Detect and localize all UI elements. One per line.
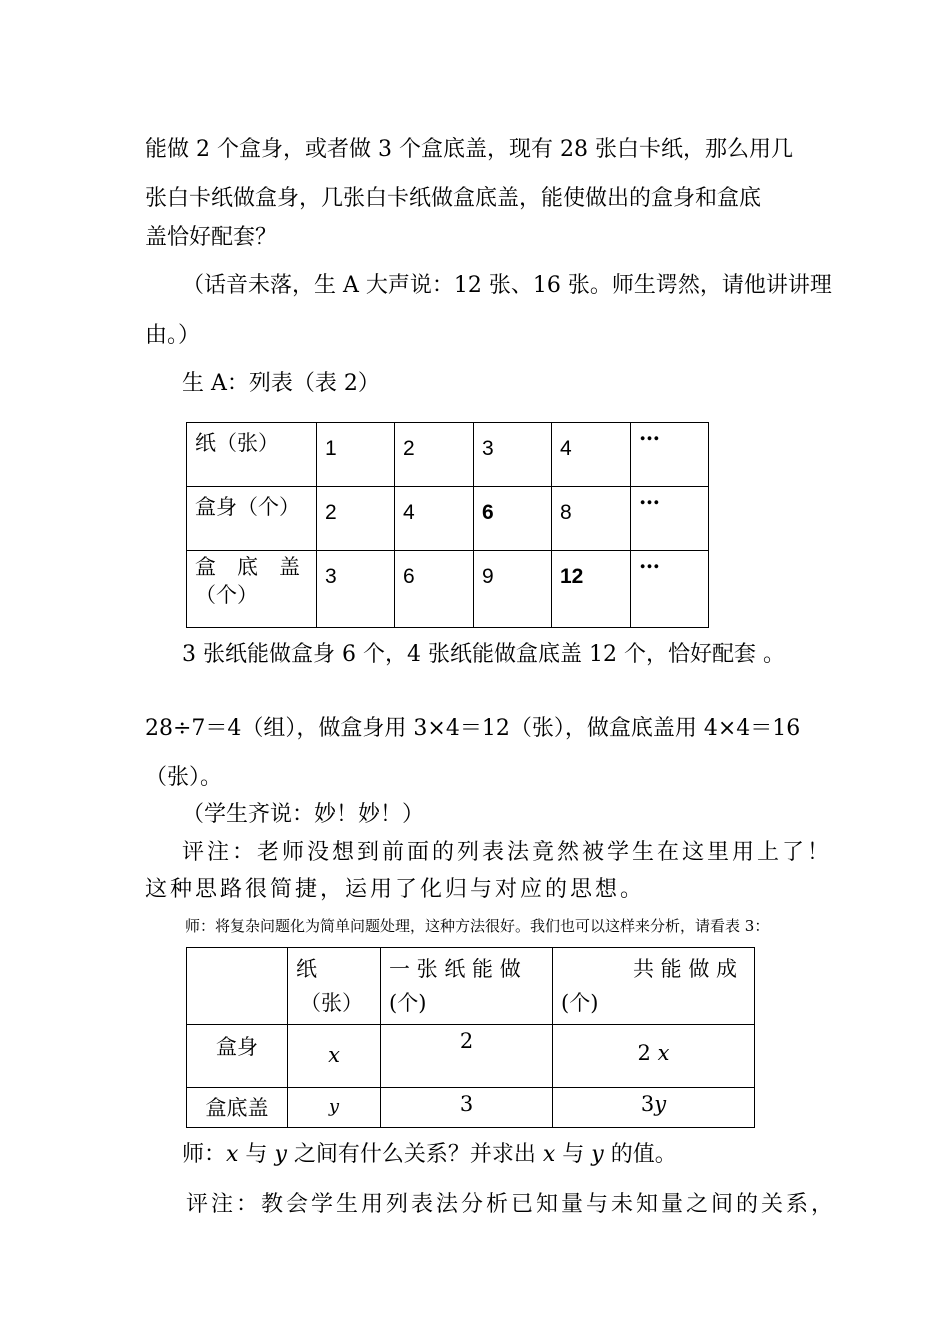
table-cell-highlight: 6	[474, 487, 552, 551]
table-row	[187, 1088, 755, 1128]
col-header-paper	[288, 948, 381, 1025]
coefficient: 2	[637, 1041, 651, 1065]
table-row	[187, 423, 709, 487]
text-run: 与	[238, 1142, 275, 1167]
commentary-line: 评注：教会学生用列表法分析已知量与未知量之间的关系，	[186, 1192, 837, 1217]
table-cell: 9	[474, 551, 552, 628]
variable-x: x	[226, 1142, 239, 1167]
col-header-line: （张）	[300, 991, 363, 1015]
col-header-line: 共 能 做 成	[633, 957, 738, 981]
paragraph-line: （话音未落，生 A 大声说：12 张、16 张。师生谔然，请他讲讲理	[182, 273, 832, 298]
col-header-line: (个)	[389, 991, 427, 1015]
table-cell-total	[553, 1025, 755, 1088]
commentary-line: 评注：老师没想到前面的列表法竟然被学生在这里用上了！	[182, 840, 833, 865]
row-label-box-body: 盒身	[187, 1025, 288, 1088]
paragraph-line: （张）。	[145, 765, 223, 790]
row-header-paper: 纸（张）	[187, 423, 317, 487]
teacher-note: 师：将复杂问题化为简单问题处理，这种方法很好。我们也可以这样来分析，请看表 3：	[185, 917, 770, 935]
table-cell: 2	[317, 487, 395, 551]
paragraph-line: 28÷7＝4（组），做盒身用 3×4＝12（张），做盒底盖用 4×4＝16	[145, 716, 801, 741]
variable-y: y	[288, 1088, 381, 1128]
paragraph-line: （学生齐说：妙！妙！）	[182, 802, 425, 827]
col-header-total	[553, 948, 755, 1025]
table-row	[187, 551, 709, 628]
paragraph-line: 由。）	[145, 323, 201, 348]
paragraph-line: 盖恰好配套？	[145, 225, 278, 250]
table-cell: 4	[395, 487, 474, 551]
table-2	[186, 422, 709, 628]
text-run: 之间有什么关系？并求出	[286, 1142, 543, 1167]
table-cell: 1	[317, 423, 395, 487]
table-header-blank	[187, 948, 288, 1025]
col-header-line: 一 张 纸 能 做	[389, 957, 521, 981]
paragraph-line: 能做 2 个盒身，或者做 3 个盒底盖，现有 28 张白卡纸，那么用几	[145, 137, 793, 162]
row-header-line: （个）	[195, 583, 258, 607]
table-cell-total	[553, 1088, 755, 1128]
table-cell: 8	[552, 487, 631, 551]
variable-x: x	[288, 1025, 381, 1088]
row-header-box-body: 盒身（个）	[187, 487, 317, 551]
variable-y: y	[591, 1142, 604, 1167]
table-cell-highlight: 12	[552, 551, 631, 628]
col-header-line: (个)	[561, 991, 599, 1015]
variable-y: y	[654, 1092, 667, 1116]
text-run: 与	[555, 1142, 592, 1167]
table-cell: 3	[317, 551, 395, 628]
table-cell: 6	[395, 551, 474, 628]
commentary-line: 这种思路很简捷，运用了化归与对应的思想。	[145, 877, 646, 902]
table-cell: 3	[381, 1088, 553, 1128]
table-cell-ellipsis: …	[631, 487, 709, 551]
variable-y: y	[274, 1142, 287, 1167]
text-run: 师：	[182, 1142, 227, 1167]
variable-x: x	[542, 1142, 556, 1167]
table-row	[187, 1025, 755, 1088]
paragraph-line: 生 A：列表（表 2）	[182, 371, 380, 396]
variable-x: x	[657, 1041, 670, 1065]
row-label-box-lid: 盒底盖	[187, 1088, 288, 1128]
table-cell: 2	[381, 1025, 553, 1088]
table-3	[186, 947, 755, 1128]
table-cell: 3	[474, 423, 552, 487]
row-header-box-lid	[187, 551, 317, 628]
table-cell: 2	[395, 423, 474, 487]
teacher-question	[182, 1140, 677, 1170]
table-cell-ellipsis: …	[631, 423, 709, 487]
row-header-line: 盒 底 盖	[195, 555, 300, 579]
paragraph-line: 3 张纸能做盒身 6 个，4 张纸能做盒底盖 12 个，恰好配套 。	[182, 642, 785, 667]
text-run: 的值。	[603, 1142, 677, 1167]
paragraph-line: 张白卡纸做盒身，几张白卡纸做盒底盖，能使做出的盒身和盒底	[145, 186, 762, 211]
table-cell-ellipsis: …	[631, 551, 709, 628]
table-row	[187, 487, 709, 551]
coefficient: 3	[640, 1092, 655, 1116]
table-cell: 4	[552, 423, 631, 487]
col-header-per-sheet	[381, 948, 553, 1025]
table-header-row	[187, 948, 755, 1025]
col-header-line: 纸	[296, 957, 317, 981]
